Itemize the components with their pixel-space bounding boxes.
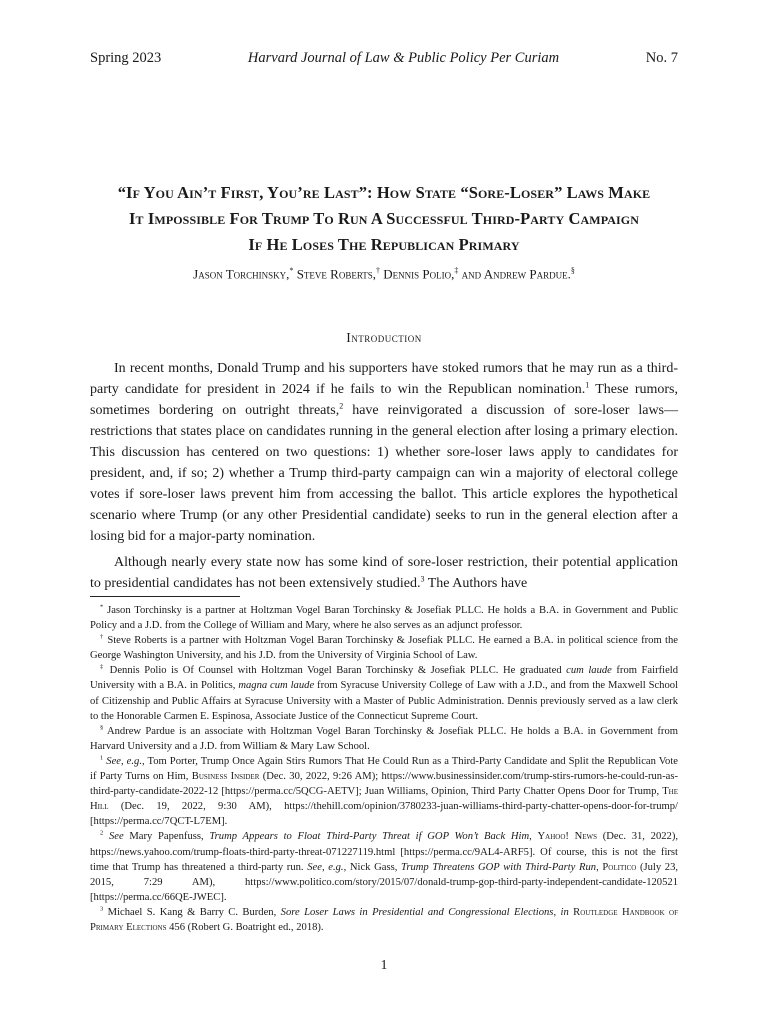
footnote-ref[interactable]: 2 — [339, 401, 344, 411]
footnote-mark[interactable]: § — [570, 266, 575, 275]
footnote-text: , — [529, 831, 538, 843]
footnote-text: 456 (Robert G. Boatright ed., 2018). — [166, 921, 324, 933]
text-run: These rumors, sometimes bordering on outright threats, — [90, 382, 678, 418]
title-line-2: It Impossible For Trump To Run A Successful Third-Party Campaign — [129, 209, 639, 228]
text-run: The Authors have — [424, 576, 528, 591]
footnote — [90, 663, 678, 723]
author-name: and Andrew Pardue. — [461, 266, 571, 282]
footnote-text[interactable]: (Dec. 19, 2022, 9:30 AM), https://thehill.com/opinion/3780233-juan-williams-third-party-chatter-opens-door-for-trump/ [https://perma.cc/7QCT-L7EM]. — [90, 801, 678, 828]
footnote-mark: 3 — [100, 905, 104, 913]
issue-season: Spring 2023 — [90, 50, 162, 66]
footnote-divider — [90, 596, 240, 597]
footnote — [90, 633, 678, 663]
article-title — [80, 180, 688, 258]
journal-name: Harvard Journal of Law & Public Policy Per Curiam — [247, 50, 560, 66]
footnote-text: , — [553, 906, 561, 918]
footnote — [90, 724, 678, 754]
publication-name: Routledge Handbook of Primary Elections — [90, 906, 678, 933]
footnote-mark[interactable]: ‡ — [454, 266, 459, 275]
footnote-text: , Tom Porter, Trump Once Again Stirs Rumors That He Could Run as a Third-Party Candidate and Split the Republican Vote if Party Turns on Him, — [90, 755, 678, 783]
publication-name: Business Insider — [191, 771, 260, 783]
author-name: Steve Roberts, — [296, 266, 377, 282]
footnote-mark: ‡ — [100, 663, 106, 671]
footnote-mark: † — [100, 633, 104, 641]
running-header — [90, 50, 678, 67]
footnote — [90, 754, 678, 829]
article-title-cite: Trump Appears to Float Third-Party Threat if GOP Won’t Back Him — [209, 831, 530, 843]
footnote-mark: 2 — [100, 829, 104, 837]
footnote-text: , — [596, 861, 603, 873]
text-run: In recent months, Donald Trump and his supporters have stoked rumors that he may run as a third-party candidate for president in 2024 if he fails to win the Republican nomination. — [90, 361, 678, 397]
footnote — [90, 603, 678, 633]
signal-text: See, e.g. — [307, 861, 344, 873]
author-name: Dennis Polio, — [383, 266, 455, 282]
publication-name: Politico — [602, 861, 637, 873]
footnote-text: Mary Papenfuss, — [123, 831, 210, 843]
footnote-ref[interactable]: 1 — [585, 380, 590, 390]
footnote-text: Steve Roberts is a partner with Holtzman Vogel Baran Torchinsky & Josefiak PLLC. He earned a B.A. in political science from the George Washington University, and his J.D. from the University of Virginia School of Law. — [90, 635, 679, 662]
body-text — [90, 358, 678, 594]
footnote-text[interactable]: (Dec. 31, 2022), https://news.yahoo.com/trump-floats-third-party-threat-071227119.html [https://perma.cc/9AL4-ARF5]. Of course, this is not the first time that Trump has threatened a third-party run. — [90, 831, 679, 873]
footnote-text: Dennis Polio is Of Counsel with Holtzman Vogel Baran Torchinsky & Josefiak PLLC. He graduated — [105, 665, 567, 677]
footnote-text[interactable]: (Dec. 30, 2022, 9:26 AM); https://www.businessinsider.com/trump-stirs-rumors-he-could-run-as-third-party-candidate-2022-12 [https://perma.cc/5QCG-AETV]; Juan Williams, Opinion, Third Party Chatter Opens Door for Trump, — [90, 771, 678, 798]
author-name: Jason Torchinsky, — [193, 266, 290, 282]
footnote-text: magna cum laude — [238, 680, 315, 692]
signal-text: See — [103, 831, 124, 843]
footnote-text[interactable]: (July 23, 2015, 7:29 AM), https://www.politico.com/story/2015/07/donald-trump-gop-third-party-independent-candidate-120521 [https://perma.cc/66QE-JWEC]. — [90, 861, 679, 903]
footnote-text: Jason Torchinsky is a partner at Holtzman Vogel Baran Torchinsky & Josefiak PLLC. He holds a B.A. in Government and Public Policy and a J.D. from the College of William and Mary, where he also serves as an adjunct professor. — [90, 605, 678, 632]
footnote — [90, 829, 678, 904]
footnotes — [90, 603, 678, 935]
footnote-text: Andrew Pardue is an associate with Holtzman Vogel Baran Torchinsky & Josefiak PLLC. He holds a B.A. in Government from Harvard University and a J.D. from William & Mary Law School. — [90, 725, 678, 752]
footnote-text: , Nick Gass, — [343, 861, 402, 873]
footnote-text: from Fairfield University with a B.A. in Politics, — [90, 665, 679, 692]
section-heading: Introduction — [346, 330, 422, 345]
title-line-1: “If You Ain’t First, You’re Last”: How State “Sore-Loser” Laws Make — [117, 183, 651, 202]
signal-text: in — [560, 906, 569, 918]
author-line — [80, 266, 688, 282]
article-title-cite: Sore Loser Laws in Presidential and Congressional Elections — [280, 906, 554, 918]
publication-name: Yahoo! News — [537, 831, 598, 843]
issue-number: No. 7 — [645, 50, 678, 66]
signal-text: See, e.g. — [103, 755, 142, 767]
paragraph — [90, 358, 678, 547]
article-title-cite: Trump Threatens GOP with Third-Party Run — [401, 861, 597, 873]
footnote-mark: § — [100, 724, 104, 732]
title-line-3: If He Loses The Republican Primary — [248, 235, 520, 254]
footnote-text: cum laude — [566, 665, 612, 677]
footnote-text: Michael S. Kang & Barry C. Burden, — [103, 906, 281, 918]
footnote-mark: * — [100, 603, 104, 611]
footnote-ref[interactable]: 3 — [420, 574, 425, 584]
footnote-mark[interactable]: * — [289, 266, 294, 275]
footnote — [90, 905, 678, 935]
footnote-mark: 1 — [100, 754, 104, 762]
text-run: have reinvigorated a discussion of sore-loser laws—restrictions that states place on candidates running in the general election after losing a primary election. This discussion has centered on two questions: 1) whether sore-loser laws apply to candidates for president, and, if so; 2) whether a Trump third-party campaign can win a majority of electoral college votes if sore-loser laws prevent him from accessing the ballot. This article explores the hypothetical scenario where Trump (or any other Presidential candidate) seeks to run in the general election after a losing bid for a major-party nomination. — [90, 403, 679, 544]
text-run: Although nearly every state now has some kind of sore-loser restriction, their potential application to presidential candidates has not been extensively studied. — [90, 555, 678, 591]
paragraph — [90, 552, 678, 594]
publication-name: The Hill — [90, 786, 678, 813]
page-number: 1 — [380, 958, 388, 973]
footnote-mark[interactable]: † — [376, 266, 381, 275]
footnote-text: from Syracuse University College of Law with a J.D., and from the Maxwell School of Citizenship and Public Affairs at Syracuse University with a Master of Public Administration. Dennis previously served as a law clerk to the Honorable Carmen E. Espinosa, Associate Justice of the Connecticut Supreme Court. — [90, 680, 679, 722]
